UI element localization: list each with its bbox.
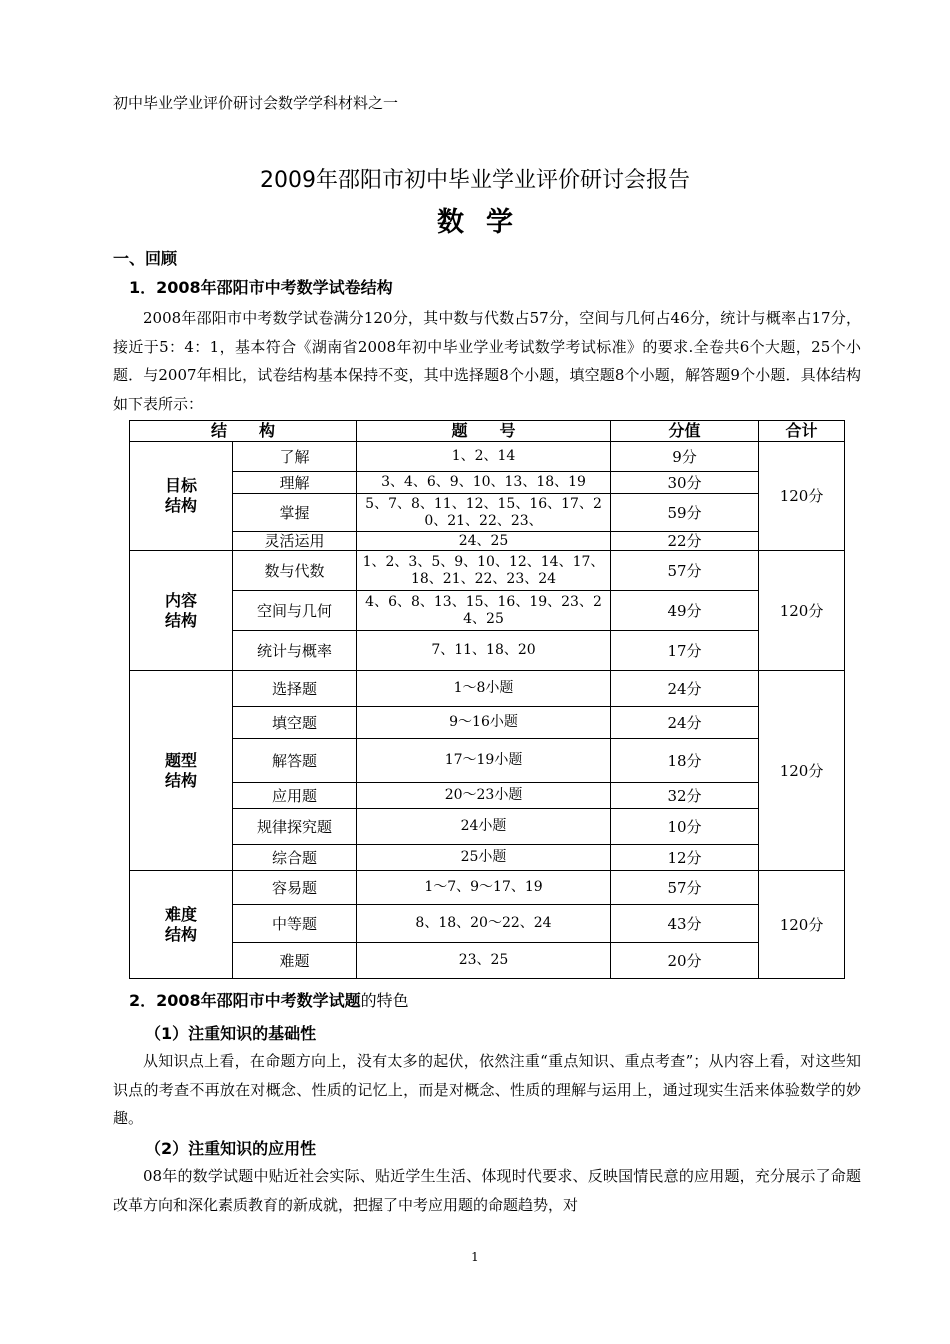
report-subtitle: 数学 bbox=[437, 207, 535, 238]
score-cell: 59分 bbox=[611, 494, 759, 532]
question-numbers-cell: 1、2、14 bbox=[357, 442, 611, 472]
category-cell: 难度 结构 bbox=[130, 871, 233, 979]
table-row bbox=[130, 472, 845, 494]
table-row bbox=[130, 591, 845, 631]
question-numbers-cell: 20～23小题 bbox=[357, 783, 611, 809]
point-heading-basics: （1）注重知识的基础性 bbox=[145, 1024, 317, 1043]
item-name-cell: 综合题 bbox=[233, 845, 357, 871]
total-cell: 120分 bbox=[759, 871, 845, 979]
item-name-cell: 了解 bbox=[233, 442, 357, 472]
score-cell: 57分 bbox=[611, 871, 759, 905]
score-cell: 9分 bbox=[611, 442, 759, 472]
question-numbers-cell: 9～16小题 bbox=[357, 707, 611, 739]
table-row bbox=[130, 631, 845, 671]
item-name-cell: 规律探究题 bbox=[233, 809, 357, 845]
item-name-cell: 填空题 bbox=[233, 707, 357, 739]
total-cell: 120分 bbox=[759, 442, 845, 551]
question-numbers-cell: 7、11、18、20 bbox=[357, 631, 611, 671]
score-cell: 32分 bbox=[611, 783, 759, 809]
subheading-features-main: 2．2008年邵阳市中考数学试题 bbox=[129, 991, 361, 1010]
question-numbers-cell: 23、25 bbox=[357, 943, 611, 979]
table-row bbox=[130, 532, 845, 551]
question-numbers-cell: 1～7、9～17、19 bbox=[357, 871, 611, 905]
score-cell: 24分 bbox=[611, 707, 759, 739]
table-row bbox=[130, 943, 845, 979]
question-numbers-cell: 5、7、8、11、12、15、16、17、20、21、22、23、 bbox=[357, 494, 611, 532]
question-numbers-cell: 24小题 bbox=[357, 809, 611, 845]
score-cell: 10分 bbox=[611, 809, 759, 845]
question-numbers-cell: 25小题 bbox=[357, 845, 611, 871]
item-name-cell: 空间与几何 bbox=[233, 591, 357, 631]
table-row bbox=[130, 707, 845, 739]
score-cell: 17分 bbox=[611, 631, 759, 671]
table-row bbox=[130, 905, 845, 943]
section-heading-review: 一、回顾 bbox=[113, 249, 178, 268]
table-row bbox=[130, 783, 845, 809]
category-cell: 题型 结构 bbox=[130, 671, 233, 871]
application-paragraph: 08年的数学试题中贴近社会实际、贴近学生生活、体现时代要求、反映国情民意的应用题，充分展示了命题改革方向和深化素质教育的新成就，把握了中考应用题的命题趋势，对 bbox=[113, 1167, 861, 1214]
table-row bbox=[130, 551, 845, 591]
structure-paragraph: 2008年邵阳市中考数学试卷满分120分，其中数与代数占57分，空间与几何占46分，统计与概率占17分，接近于5：4：1，基本符合《湖南省2008年初中毕业学业考试数学考试标准》的要求.全卷共6个大题，25个小题．与2007年相比，试卷结构基本保持不变，其中选择题8个小题，填空题8个小题，解答题9个小题．具体结构如下表所示： bbox=[113, 309, 861, 413]
item-name-cell: 中等题 bbox=[233, 905, 357, 943]
table-row bbox=[130, 739, 845, 783]
question-numbers-cell: 1～8小题 bbox=[357, 671, 611, 707]
question-numbers-cell: 8、18、20～22、24 bbox=[357, 905, 611, 943]
header-note: 初中毕业学业评价研讨会数学学科材料之一 bbox=[113, 94, 399, 112]
point-heading-application: （2）注重知识的应用性 bbox=[145, 1139, 317, 1158]
subheading-features bbox=[129, 988, 409, 1011]
category-cell: 内容 结构 bbox=[130, 551, 233, 671]
item-name-cell: 容易题 bbox=[233, 871, 357, 905]
total-cell: 120分 bbox=[759, 671, 845, 871]
header-question-number: 题 号 bbox=[357, 421, 611, 442]
structure-table bbox=[129, 420, 845, 979]
score-cell: 18分 bbox=[611, 739, 759, 783]
total-cell: 120分 bbox=[759, 551, 845, 671]
item-name-cell: 解答题 bbox=[233, 739, 357, 783]
category-cell: 目标 结构 bbox=[130, 442, 233, 551]
header-structure: 结 构 bbox=[130, 421, 357, 442]
report-title: 2009年邵阳市初中毕业学业评价研讨会报告 bbox=[260, 168, 690, 193]
item-name-cell: 数与代数 bbox=[233, 551, 357, 591]
item-name-cell: 难题 bbox=[233, 943, 357, 979]
table-row bbox=[130, 671, 845, 707]
item-name-cell: 应用题 bbox=[233, 783, 357, 809]
question-numbers-cell: 3、4、6、9、10、13、18、19 bbox=[357, 472, 611, 494]
item-name-cell: 选择题 bbox=[233, 671, 357, 707]
score-cell: 57分 bbox=[611, 551, 759, 591]
table-row bbox=[130, 442, 845, 472]
question-numbers-cell: 4、6、8、13、15、16、19、23、24、25 bbox=[357, 591, 611, 631]
page-number: 1 bbox=[471, 1250, 479, 1264]
item-name-cell: 理解 bbox=[233, 472, 357, 494]
table-header-row bbox=[130, 421, 845, 442]
subheading-structure: 1．2008年邵阳市中考数学试卷结构 bbox=[129, 278, 393, 297]
item-name-cell: 统计与概率 bbox=[233, 631, 357, 671]
score-cell: 49分 bbox=[611, 591, 759, 631]
table-row bbox=[130, 809, 845, 845]
header-score: 分值 bbox=[611, 421, 759, 442]
header-total: 合计 bbox=[759, 421, 845, 442]
score-cell: 20分 bbox=[611, 943, 759, 979]
score-cell: 30分 bbox=[611, 472, 759, 494]
score-cell: 24分 bbox=[611, 671, 759, 707]
score-cell: 12分 bbox=[611, 845, 759, 871]
table-row bbox=[130, 845, 845, 871]
item-name-cell: 掌握 bbox=[233, 494, 357, 532]
item-name-cell: 灵活运用 bbox=[233, 532, 357, 551]
subheading-features-tail: 的特色 bbox=[360, 991, 409, 1010]
score-cell: 22分 bbox=[611, 532, 759, 551]
table-row bbox=[130, 494, 845, 532]
table-row bbox=[130, 871, 845, 905]
score-cell: 43分 bbox=[611, 905, 759, 943]
question-numbers-cell: 17～19小题 bbox=[357, 739, 611, 783]
basics-paragraph: 从知识点上看，在命题方向上，没有太多的起伏，依然注重“重点知识、重点考查”；从内容上看，对这些知识点的考查不再放在对概念、性质的记忆上，而是对概念、性质的理解与运用上，通过现实生活来体验数学的妙趣。 bbox=[113, 1052, 861, 1127]
question-numbers-cell: 24、25 bbox=[357, 532, 611, 551]
question-numbers-cell: 1、2、3、5、9、10、12、14、17、18、21、22、23、24 bbox=[357, 551, 611, 591]
